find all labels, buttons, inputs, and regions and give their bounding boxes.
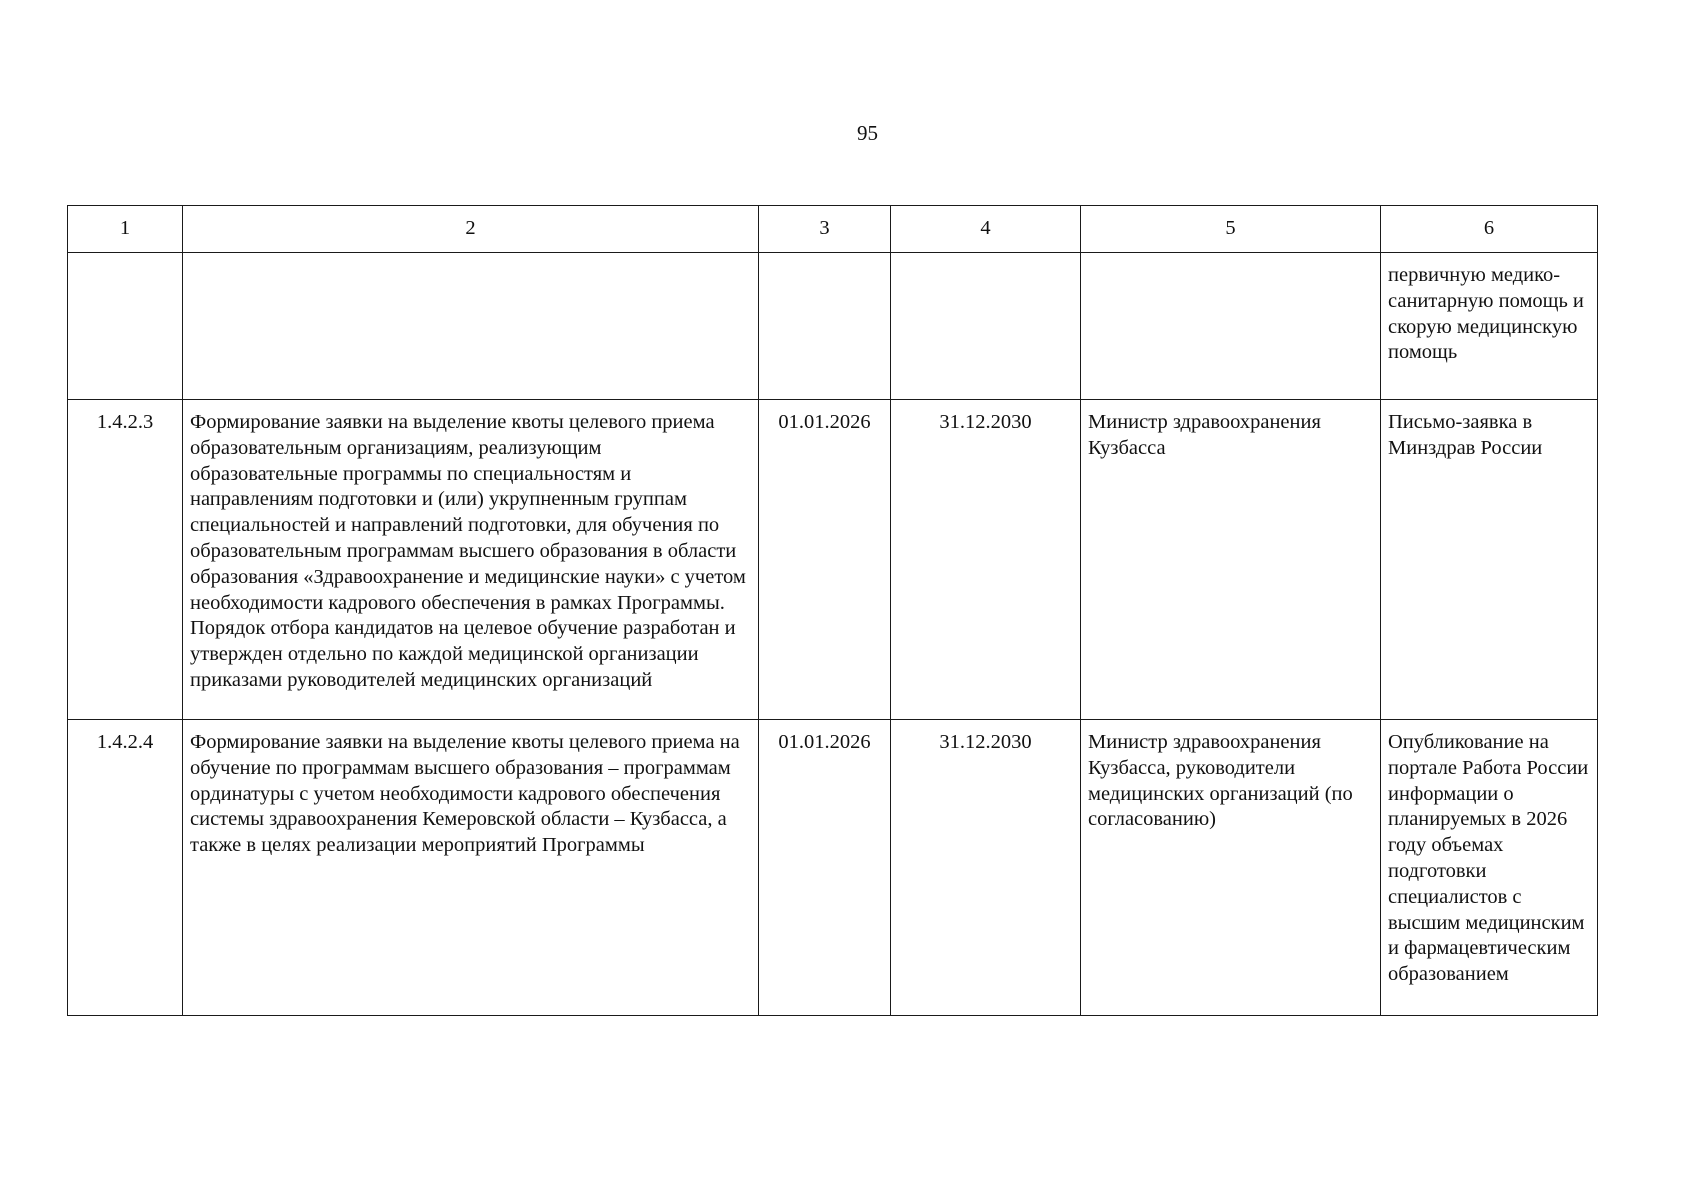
page-number: 95 — [857, 121, 878, 145]
column-header-6: 6 — [1381, 206, 1598, 253]
table-row — [68, 253, 1598, 400]
column-header-2: 2 — [183, 206, 759, 253]
cell-result: первичную медико-санитарную помощь и скорую медицинскую помощь — [1381, 253, 1598, 400]
cell-start-date — [759, 253, 891, 400]
cell-end-date — [891, 253, 1081, 400]
cell-responsible: Министр здравоохранения Кузбасса — [1081, 400, 1381, 720]
cell-description: Формирование заявки на выделение квоты целевого приема образовательным организациям, реализующим образовательные программы по специальностям и направлениям подготовки и (или) укрупненным группам специальностей и направлений подготовки, для обучения по образовательным программам высшего образования в области образования «Здравоохранение и медицинские науки» с учетом необходимости кадрового обеспечения в рамках Программы. Порядок отбора кандидатов на целевое обучение разработан и утвержден отдельно по каждой медицинской организации приказами руководителей медицинских организаций — [183, 400, 759, 720]
cell-description: Формирование заявки на выделение квоты целевого приема на обучение по программам высшего образования – программам ординатуры с учетом необходимости кадрового обеспечения системы здравоохранения Кемеровской области – Кузбасса, а также в целях реализации мероприятий Программы — [183, 720, 759, 1016]
measures-table — [67, 205, 1598, 1016]
table-header-row — [68, 206, 1598, 253]
column-header-4: 4 — [891, 206, 1081, 253]
cell-end-date: 31.12.2030 — [891, 720, 1081, 1016]
cell-num: 1.4.2.3 — [68, 400, 183, 720]
cell-responsible: Министр здравоохранения Кузбасса, руководители медицинских организаций (по согласованию) — [1081, 720, 1381, 1016]
cell-num — [68, 253, 183, 400]
cell-responsible — [1081, 253, 1381, 400]
table-row — [68, 400, 1598, 720]
cell-description — [183, 253, 759, 400]
cell-num: 1.4.2.4 — [68, 720, 183, 1016]
column-header-1: 1 — [68, 206, 183, 253]
cell-end-date: 31.12.2030 — [891, 400, 1081, 720]
column-header-5: 5 — [1081, 206, 1381, 253]
cell-start-date: 01.01.2026 — [759, 400, 891, 720]
cell-result: Опубликование на портале Работа России информации о планируемых в 2026 году объемах подготовки специалистов с высшим медицинским и фармацевтическим образованием — [1381, 720, 1598, 1016]
table-row — [68, 720, 1598, 1016]
cell-result: Письмо-заявка в Минздрав России — [1381, 400, 1598, 720]
cell-start-date: 01.01.2026 — [759, 720, 891, 1016]
column-header-3: 3 — [759, 206, 891, 253]
